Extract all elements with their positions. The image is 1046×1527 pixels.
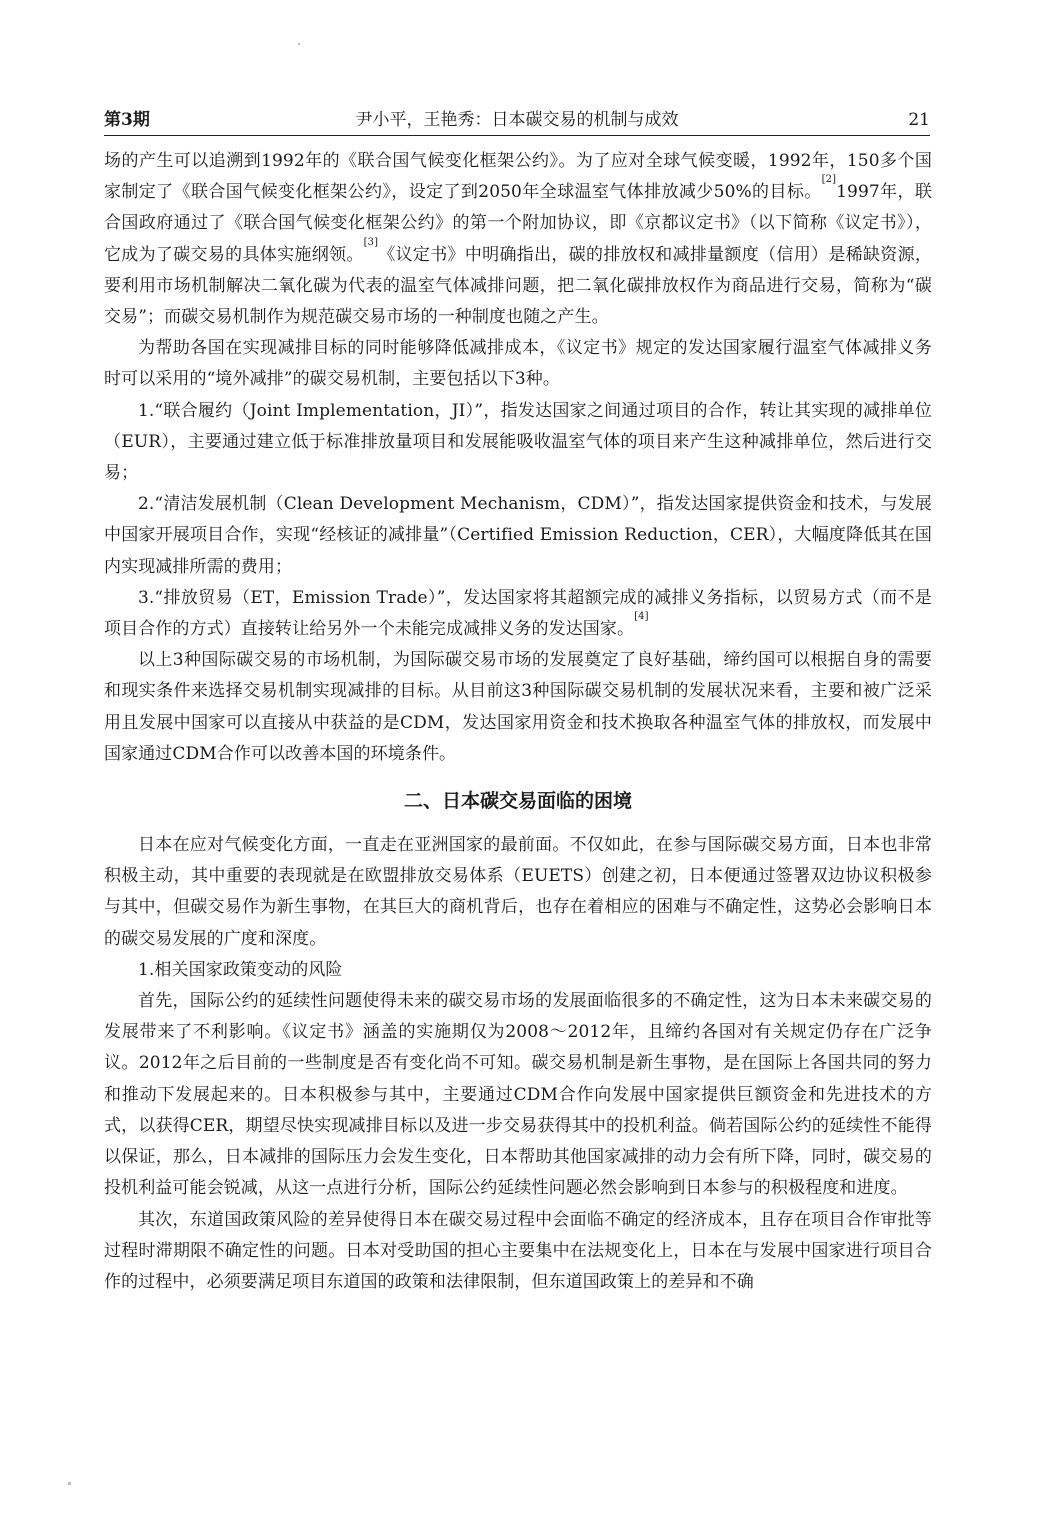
running-title: 尹小平，王艳秀：日本碳交易的机制与成效 [355,110,679,130]
scan-speck [68,1482,71,1485]
paragraph-second-risk: 其次，东道国政策风险的差异使得日本在碳交易过程中会面临不确定的经济成本，且存在项目合作审批等过程时滞期限不确定性的问题。日本对受助国的担心主要集中在法规变化上，日本在与发展中国家进行项目合作的过程中，必须要满足项目东道国的政策和法律限制，但东道国政策上的差异和不确 [104,1209,932,1292]
paragraph-text: 3.“排放贸易（ET，Emission Trade）”，发达国家将其超额完成的减排义务指标，以贸易方式（而不是项目合作的方式）直接转让给另外一个未能完成减排义务的发达国家。 [104,587,932,640]
section-heading: 二、日本碳交易面临的困境 [403,790,632,813]
paragraph-cdm: 2.“清洁发展机制（Clean Development Mechanism，CDM）”，指发达国家提供资金和技术，与发展中国家开展项目合作，实现“经核证的减排量”（Certified Emission Reduction，CER），大幅度降低其在国内实现减排所需的费用； [104,494,932,577]
paragraph-text: 《议定书》中明确指出，碳的排放权和减排量额度（信用）是稀缺资源，要利用市场机制解决二氧化碳为代表的温室气体减排问题，把二氧化碳排放权作为商品进行交易，简称为“碳交易”；而碳交易机制作为规范碳交易市场的一种制度也随之产生。 [104,244,932,328]
subsection-heading: 1.相关国家政策变动的风险 [138,959,343,980]
header-rule [104,135,930,136]
paragraph-japan-position: 日本在应对气候变化方面，一直走在亚洲国家的最前面。不仅如此，在参与国际碳交易方面，日本也非常积极主动，其中重要的表现就是在欧盟排放交易体系（EUETS）创建之初，日本便通过签署双边协议积极参与其中，但碳交易作为新生事物，在其巨大的商机背后，也存在着相应的困难与不确定性，这势必会影响日本的碳交易发展的广度和深度。 [104,835,932,949]
citation-ref: [4] [634,611,649,623]
citation-ref: [3] [363,236,379,248]
paragraph-summary: 以上3种国际碳交易的市场机制，为国际碳交易市场的发展奠定了良好基础，缔约国可以根据自身的需要和现实条件来选择交易机制实现减排的目标。从目前这3种国际碳交易机制的发展状况来看，主要和被广泛采用且发展中国家可以直接从中获益的是CDM，发达国家用资金和技术换取各种温室气体的排放权，而发展中国家通过CDM合作可以改善本国的环境条件。 [104,650,932,764]
scan-speck [298,43,300,45]
paragraph-et [104,583,932,645]
paragraph-first-risk: 首先，国际公约的延续性问题使得未来的碳交易市场的发展面临很多的不确定性，这为日本未来碳交易的发展带来了不利影响。《议定书》涵盖的实施期仅为2008～2012年，且缔约各国对有关规定仍存在广泛争议。2012年之后目前的一些制度是否有变化尚不可知。碳交易机制是新生事物，是在国际上各国共同的努力和推动下发展起来的。日本积极参与其中，主要通过CDM合作向发展中国家提供巨额资金和先进技术的方式，以获得CER，期望尽快实现减排目标以及进一步交易获得其中的投机利益。倘若国际公约的延续性不能得以保证，那么，日本减排的国际压力会发生变化，日本帮助其他国家减排的动力会有所下降，同时，碳交易的投机利益可能会锐减，从这一点进行分析，国际公约延续性问题必然会影响到日本参与的积极程度和进度。 [104,991,932,1199]
paragraph-ji: 1.“联合履约（Joint Implementation，JI）”，指发达国家之间通过项目的合作，转让其实现的减排单位（EUR），主要通过建立低于标准排放量项目和发展能吸收温室气体的项目来产生这种减排单位，然后进行交易； [104,400,932,484]
paragraph-origin [104,146,932,333]
paragraph-text: 场的产生可以追溯到1992年的《联合国气候变化框架公约》。为了应对全球气候变暖，1992年，150多个国家制定了《联合国气候变化框架公约》，设定了到2050年全球温室气体排放减少50%的目标。 [104,151,932,203]
article-body [104,146,932,1298]
paragraph-mechanisms-intro: 为帮助各国在实现减排目标的同时能够降低减排成本，《议定书》规定的发达国家履行温室气体减排义务时可以采用的“境外减排”的碳交易机制，主要包括以下3种。 [104,338,932,390]
page-number: 21 [908,110,930,130]
citation-ref: [2] [821,174,837,186]
running-header [104,108,930,134]
paragraph-text: 1997年，联合国政府通过了《联合国气候变化框架公约》的第一个附加协议，即《京都议定书》（以下简称《议定书》），它成为了碳交易的具体实施纲领。 [104,182,932,265]
issue-number: 第3期 [104,110,150,130]
